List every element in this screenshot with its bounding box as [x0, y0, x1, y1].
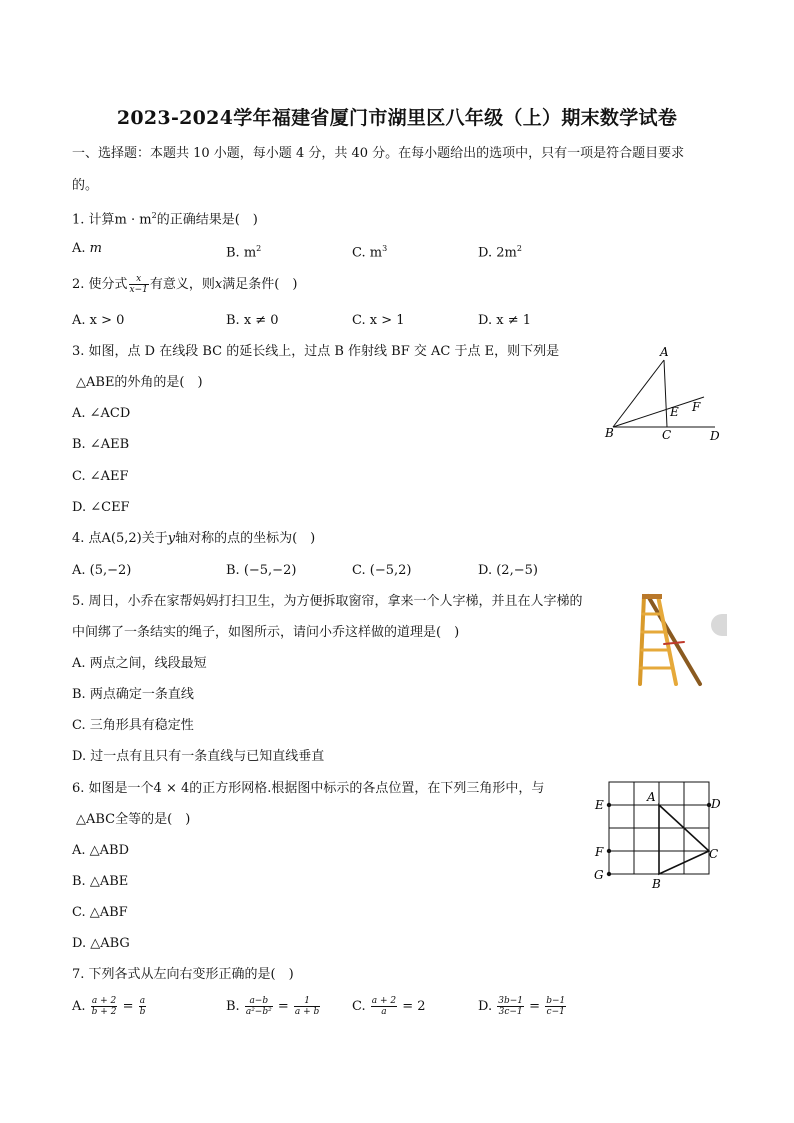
q5-option-a: A. 两点之间，线段最短: [72, 656, 207, 671]
q4-option-a: A. (5,−2): [72, 563, 132, 578]
q6-label-f: F: [595, 845, 604, 859]
q3-option-a: A. ∠ACD: [72, 406, 131, 421]
ladder-top: [642, 594, 662, 599]
q3-label-a: A: [660, 345, 669, 359]
question-7: 7. 下列各式从左向右变形正确的是( ): [72, 967, 294, 982]
q2-option-b: B. x ≠ 0: [226, 313, 279, 328]
q3-option-c: C. ∠AEF: [72, 469, 129, 484]
q7-option-b: B. $\frac{a-b}{\text{a²−b²}}$ = $\frac{1}{a + b}$: [226, 996, 320, 1017]
q3-ray-bf: [613, 397, 704, 427]
q6-label-c: C: [709, 847, 719, 861]
q3-option-d: D. ∠CEF: [72, 500, 130, 515]
q1-prefix: 1. 计算: [72, 212, 115, 228]
q3-segment-ac: [664, 360, 667, 427]
q2-fraction: $\frac{x}{x-1}$: [129, 274, 148, 295]
q6-label-g: G: [594, 868, 604, 882]
q5-option-c: C. 三角形具有稳定性: [72, 718, 194, 733]
ladder-image: [630, 590, 710, 690]
q7-option-a: A. $\frac{a + 2}{b + 2}$ = $\frac{a}{b}$: [72, 996, 146, 1017]
section-heading: 一、选择题：本题共 10 小题，每小题 4 分，共 40 分。在每小题给出的选项中，只有一项是符合题目要求: [72, 146, 685, 161]
section-heading-cont: 的。: [72, 178, 99, 193]
ladder-front-leg-left: [640, 596, 644, 684]
q6-label-a: A: [647, 790, 656, 804]
q6-label-e: E: [595, 798, 604, 812]
point-e: [607, 803, 611, 807]
q6-grid-figure: [590, 776, 730, 894]
point-g: [607, 872, 611, 876]
q3-label-b: B: [605, 426, 614, 440]
q6-option-a: A. △ABD: [72, 843, 130, 858]
q1-option-d: D. $2m^2$: [478, 244, 522, 261]
q3-label-e: E: [670, 405, 679, 419]
q1-stem: 的正确结果是( ): [156, 212, 258, 228]
question-5-cont: 中间绑了一条结实的绳子，如图所示，请问小乔这样做的道理是( ): [72, 625, 460, 640]
q6-label-b: B: [652, 877, 661, 891]
question-1: [72, 208, 258, 228]
question-3: 3. 如图，点 D 在线段 BC 的延长线上，过点 B 作射线 BF 交 AC 于点 E，则下列是: [72, 344, 560, 359]
question-3-cont: △ABE的外角的是( ): [76, 375, 203, 390]
q3-label-d: D: [710, 429, 720, 443]
q3-triangle-figure: [600, 343, 730, 448]
q7-option-c: C. $\frac{a + 2}{a}$ = 2: [352, 996, 426, 1017]
q4-option-c: C. (−5,2): [352, 563, 412, 578]
q1-option-a: A. m: [72, 241, 102, 256]
q1-exponent: 2: [151, 211, 157, 220]
q6-option-b: B. △ABE: [72, 874, 129, 889]
page-title: 2023-2024学年福建省厦门市湖里区八年级（上）期末数学试卷: [116, 107, 678, 129]
q2-option-d: D. x ≠ 1: [478, 313, 531, 328]
q1-expression: m · m: [114, 212, 152, 228]
q7-option-d: D. $\frac{3b-1}{3c-1}$ = $\frac{b-1}{c-1}$: [478, 996, 566, 1017]
q3-option-b: B. ∠AEB: [72, 437, 130, 452]
q2-option-c: C. x > 1: [352, 313, 405, 328]
q2-option-a: A. x > 0: [72, 313, 125, 328]
question-6-cont: △ABC全等的是( ): [76, 812, 191, 827]
point-f: [607, 849, 611, 853]
q6-label-d: D: [711, 797, 721, 811]
q5-option-b: B. 两点确定一条直线: [72, 687, 194, 702]
q3-label-f: F: [692, 400, 701, 414]
question-6: 6. 如图是一个4 × 4的正方形网格.根据图中标示的各点位置，在下列三角形中，与: [72, 781, 545, 796]
q3-label-c: C: [662, 428, 672, 442]
q1-option-c: C. $m^3$: [352, 244, 388, 261]
q1-option-b: B. $m^2$: [226, 244, 262, 261]
q3-segment-ba: [613, 360, 664, 427]
q6-option-d: D. △ABG: [72, 936, 130, 951]
question-2: 2. 使分式 $\frac{x}{x-1}$ 有意义，则x满足条件( ): [72, 274, 298, 295]
q4-option-d: D. (2,−5): [478, 563, 538, 578]
question-4: 4. 点A(5,2)关于y轴对称的点的坐标为( ): [72, 531, 316, 546]
q4-option-b: B. (−5,−2): [226, 563, 297, 578]
q6-option-c: C. △ABF: [72, 905, 128, 920]
scroll-handle[interactable]: [711, 614, 727, 636]
q5-option-d: D. 过一点有且只有一条直线与已知直线垂直: [72, 749, 325, 764]
question-5: 5. 周日，小乔在家帮妈妈打扫卫生，为方便拆取窗帘，拿来一个人字梯，并且在人字梯的: [72, 594, 583, 609]
